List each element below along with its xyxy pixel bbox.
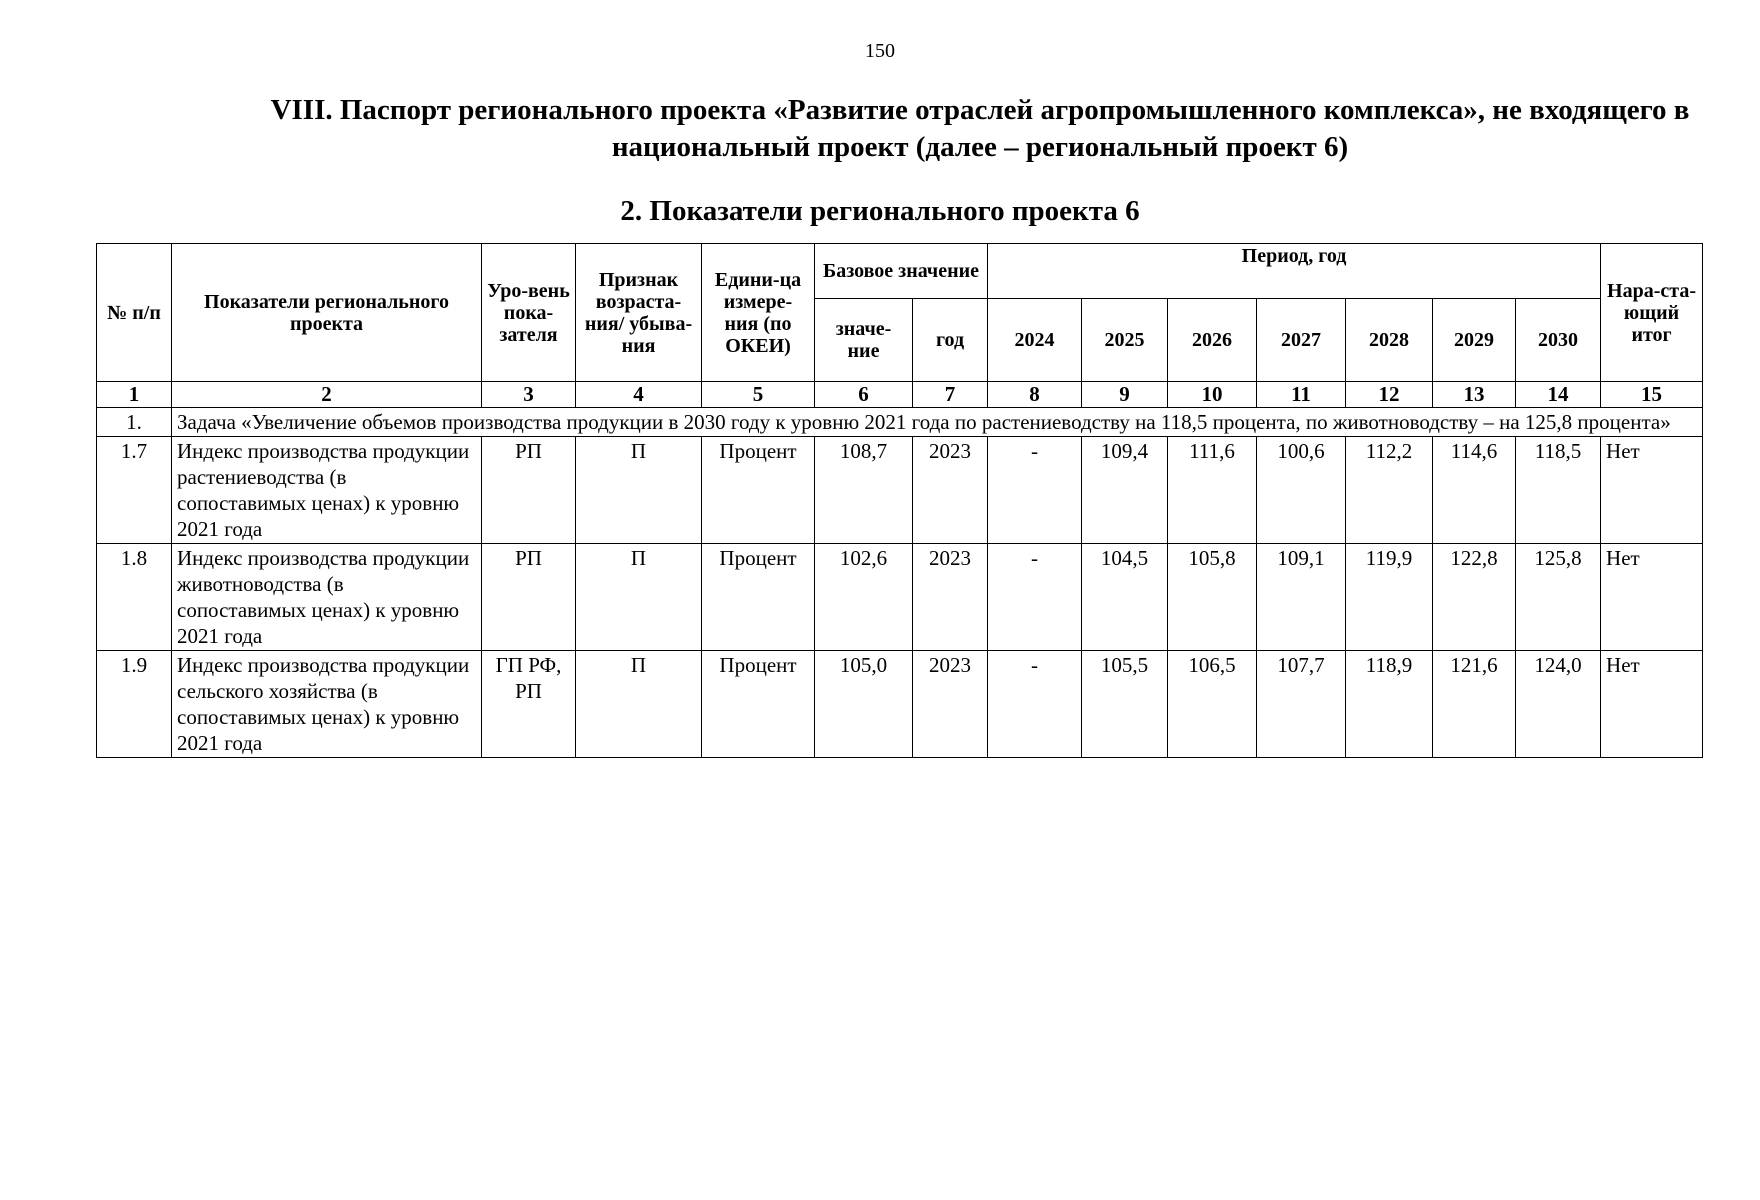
row-base-year: 2023 [913, 651, 988, 758]
header-year-2025: 2025 [1082, 299, 1168, 382]
row-trend: П [576, 544, 702, 651]
column-numbers-row [97, 382, 1703, 408]
header-trend: Признак возраста-ния/ убыва-ния [576, 244, 702, 382]
header-indicator: Показатели регионального проекта [172, 244, 482, 382]
row-value-2030: 118,5 [1516, 437, 1601, 544]
indicators-table [96, 243, 1703, 758]
row-base-year: 2023 [913, 437, 988, 544]
header-year-2026: 2026 [1168, 299, 1257, 382]
header-base-value: значе-ние [815, 299, 913, 382]
row-indicator: Индекс производства продукции сельского хозяйства (в сопоставимых ценах) к уровню 2021 года [172, 651, 482, 758]
document-title: VIII. Паспорт регионального проекта «Развитие отраслей агропромышленного комплекса», не входящего в национальный проект (далее – региональный проект 6) [270, 94, 1690, 163]
column-number: 1 [97, 382, 172, 408]
header-unit: Едини-ца измере-ния (по ОКЕИ) [702, 244, 815, 382]
header-level: Уро-вень пока-зателя [482, 244, 576, 382]
row-base-year: 2023 [913, 544, 988, 651]
row-value-2029: 121,6 [1433, 651, 1516, 758]
column-number: 7 [913, 382, 988, 408]
row-unit: Процент [702, 651, 815, 758]
header-year-2028: 2028 [1346, 299, 1433, 382]
row-value-2028: 118,9 [1346, 651, 1433, 758]
column-number: 5 [702, 382, 815, 408]
table-row [97, 651, 1703, 758]
row-value-2027: 100,6 [1257, 437, 1346, 544]
row-value-2030: 124,0 [1516, 651, 1601, 758]
row-unit: Процент [702, 437, 815, 544]
row-num: 1.8 [97, 544, 172, 651]
row-indicator: Индекс производства продукции животноводства (в сопоставимых ценах) к уровню 2021 года [172, 544, 482, 651]
header-year-2027: 2027 [1257, 299, 1346, 382]
column-number: 9 [1082, 382, 1168, 408]
row-cumulative: Нет [1601, 437, 1703, 544]
row-unit: Процент [702, 544, 815, 651]
column-number: 4 [576, 382, 702, 408]
column-number: 13 [1433, 382, 1516, 408]
row-value-2024: - [988, 651, 1082, 758]
row-base-value: 102,6 [815, 544, 913, 651]
section-title: 2. Показатели регионального проекта 6 [620, 195, 1140, 227]
column-number: 6 [815, 382, 913, 408]
task-row [97, 408, 1703, 437]
row-value-2026: 105,8 [1168, 544, 1257, 651]
column-number: 3 [482, 382, 576, 408]
row-value-2027: 109,1 [1257, 544, 1346, 651]
column-number: 8 [988, 382, 1082, 408]
row-value-2030: 125,8 [1516, 544, 1601, 651]
column-number: 15 [1601, 382, 1703, 408]
row-num: 1.7 [97, 437, 172, 544]
table-row [97, 437, 1703, 544]
row-level: ГП РФ, РП [482, 651, 576, 758]
row-value-2026: 111,6 [1168, 437, 1257, 544]
column-number: 11 [1257, 382, 1346, 408]
row-base-value: 105,0 [815, 651, 913, 758]
row-base-value: 108,7 [815, 437, 913, 544]
row-num: 1.9 [97, 651, 172, 758]
column-number: 14 [1516, 382, 1601, 408]
row-value-2025: 109,4 [1082, 437, 1168, 544]
column-number: 2 [172, 382, 482, 408]
header-year-2024: 2024 [988, 299, 1082, 382]
header-year-2030: 2030 [1516, 299, 1601, 382]
row-value-2028: 112,2 [1346, 437, 1433, 544]
page-number: 150 [865, 40, 895, 62]
row-cumulative: Нет [1601, 651, 1703, 758]
row-trend: П [576, 437, 702, 544]
row-value-2024: - [988, 544, 1082, 651]
task-num: 1. [97, 408, 172, 437]
header-base-year: год [913, 299, 988, 382]
row-value-2025: 105,5 [1082, 651, 1168, 758]
row-level: РП [482, 437, 576, 544]
header-cumulative: Нара-ста-ющий итог [1601, 244, 1703, 382]
row-indicator: Индекс производства продукции растениеводства (в сопоставимых ценах) к уровню 2021 года [172, 437, 482, 544]
table-row [97, 544, 1703, 651]
row-value-2026: 106,5 [1168, 651, 1257, 758]
row-value-2029: 122,8 [1433, 544, 1516, 651]
row-level: РП [482, 544, 576, 651]
header-period: Период, год [988, 244, 1601, 299]
row-trend: П [576, 651, 702, 758]
task-text: Задача «Увеличение объемов производства продукции в 2030 году к уровню 2021 года по растениеводству на 118,5 процента, по животноводству – на 125,8 процента» [172, 408, 1703, 437]
row-value-2024: - [988, 437, 1082, 544]
column-number: 12 [1346, 382, 1433, 408]
row-value-2025: 104,5 [1082, 544, 1168, 651]
header-year-2029: 2029 [1433, 299, 1516, 382]
row-value-2029: 114,6 [1433, 437, 1516, 544]
row-cumulative: Нет [1601, 544, 1703, 651]
header-base: Базовое значение [815, 244, 988, 299]
row-value-2028: 119,9 [1346, 544, 1433, 651]
column-number: 10 [1168, 382, 1257, 408]
header-num: № п/п [97, 244, 172, 382]
row-value-2027: 107,7 [1257, 651, 1346, 758]
